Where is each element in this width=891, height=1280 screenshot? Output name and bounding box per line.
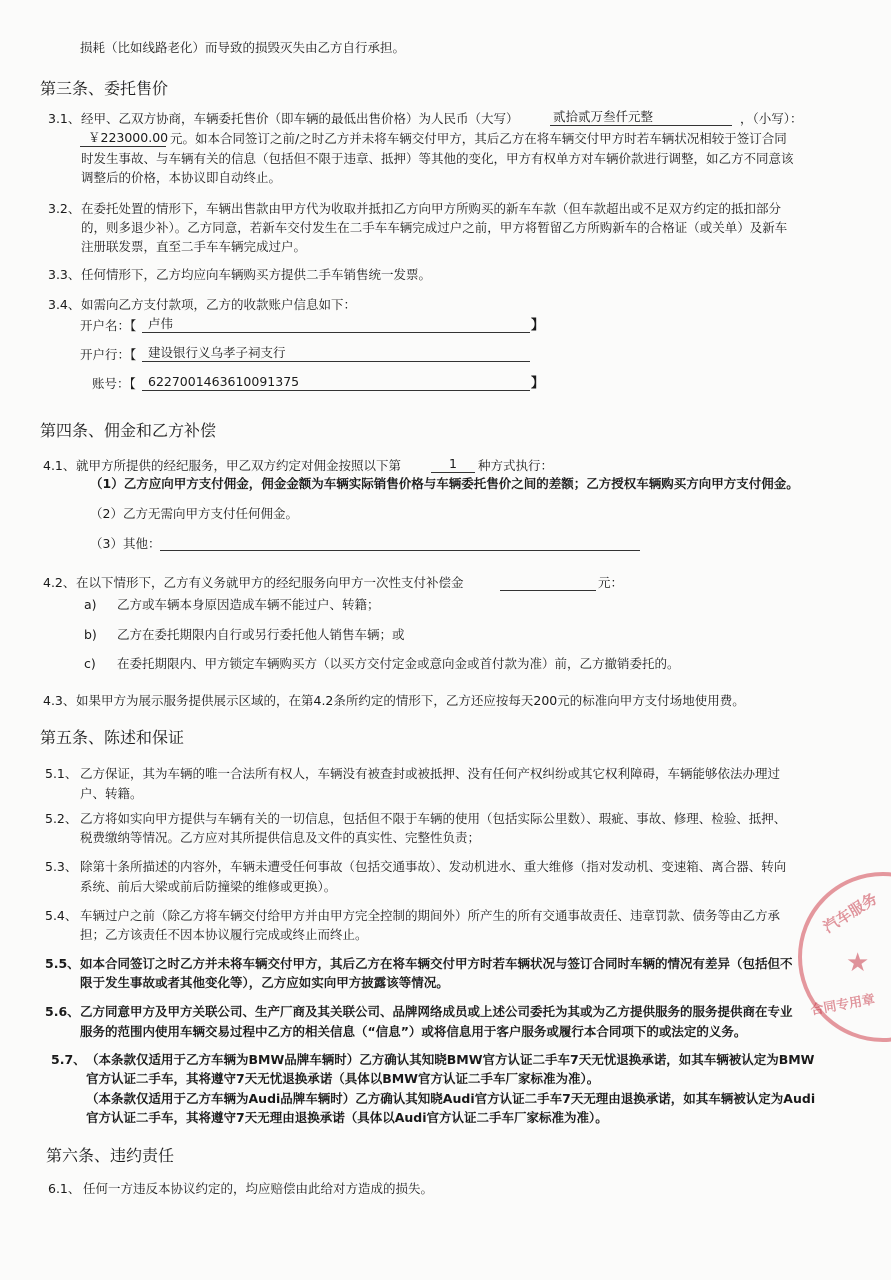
clause-5-6-line-2: 服务的范围内使用车辆交易过程中乙方的相关信息（“信息”）或将信息用于客户服务或履行本合同项下的或法定的义务。 (80, 1024, 747, 1039)
clause-4-3-text: 如果甲方为展示服务提供展示区域的，在第4.2条所约定的情形下，乙方还应按每天200元的标准向甲方支付场地使用费。 (76, 693, 745, 708)
clause-4-2-c-label: c) (84, 656, 96, 671)
section-4-title: 第四条、佣金和乙方补偿 (40, 421, 217, 440)
clause-5-3-line-2: 系统、前后大梁或前后防撞梁的维修或更换）。 (80, 879, 337, 894)
clause-5-4-line-1: 车辆过户之前（除乙方将车辆交付给甲方并由甲方完全控制的期间外）所产生的所有交通事故责任、违章罚款、债务等由乙方承 (80, 908, 781, 923)
clause-6-1-text: 任何一方违反本协议约定的，均应赔偿由此给对方造成的损失。 (83, 1181, 434, 1196)
clause-4-2-number: 4.2、 (43, 575, 76, 590)
clause-3-1-line-2: 元。如本合同签订之前/之时乙方并未将车辆交付甲方，其后乙方在将车辆交付甲方时若车辆状况相较于签订合同 (170, 131, 787, 146)
clause-5-5-number: 5.5、 (45, 956, 80, 971)
clause-4-2-a-text: 乙方或车辆本身原因造成车辆不能过户、转籍； (117, 597, 380, 612)
clause-5-7-line-4: 官方认证二手车，其将遵守7天无理由退换承诺（具体以Audi官方认证二手车厂家标准为准）。 (86, 1110, 608, 1125)
clause-3-3-text: 任何情形下，乙方均应向车辆购买方提供二手车销售统一发票。 (81, 267, 432, 282)
account-number-bracket-close: 】 (531, 376, 545, 391)
clause-5-1-line-1: 乙方保证，其为车辆的唯一合法所有权人，车辆没有被查封或被抵押、没有任何产权纠纷或其它权利障碍，车辆能够依法办理过 (80, 766, 781, 781)
clause-5-4-line-2: 担；乙方该责任不因本协议履行完成或终止而终止。 (80, 927, 368, 942)
clause-4-2-c-text: 在委托期限内、甲方锁定车辆购买方（以买方交付定金或意向金或首付款为准）前，乙方撤销委托的。 (117, 656, 680, 671)
account-bank-field: 建设银行义乌孝子祠支行 (142, 344, 530, 362)
section-5-title: 第五条、陈述和保证 (40, 728, 185, 747)
clause-3-4-text: 如需向乙方支付款项，乙方的收款账户信息如下： (81, 297, 357, 312)
account-number-label: 账号：【 (92, 376, 136, 391)
clause-5-2-line-2: 税费缴纳等情况。乙方应对其所提供信息及文件的真实性、完整性负责； (80, 830, 481, 845)
clause-3-4-number: 3.4、 (48, 297, 81, 312)
clause-4-1-text: 就甲方所提供的经纪服务，甲乙双方约定对佣金按照以下第 (76, 458, 402, 473)
commission-option-1: （1）乙方应向甲方支付佣金，佣金金额为车辆实际销售价格与车辆委托售价之间的差额；乙方授权车辆购买方向甲方支付佣金。 (90, 476, 799, 491)
price-in-figures-field: ￥223000.00 (80, 129, 166, 147)
clause-5-3-number: 5.3、 (45, 859, 78, 874)
clause-3-1-line-1: 经甲、乙双方协商，车辆委托售价（即车辆的最低出售价格）为人民币（大写） (81, 111, 519, 126)
price-in-words-field: 贰拾贰万叁仟元整 (550, 108, 732, 126)
section-3-title: 第三条、委托售价 (40, 79, 169, 98)
compensation-unit: 元： (598, 575, 624, 590)
clause-5-7-number: 5.7、 (51, 1052, 86, 1067)
clause-3-2-number: 3.2、 (48, 201, 81, 216)
clause-5-7-line-3: （本条款仅适用于乙方车辆为Audi品牌车辆时）乙方确认其知晓Audi官方认证二手车7天无理由退换承诺，如其车辆被认定为Audi (86, 1091, 816, 1106)
clause-5-4-number: 5.4、 (45, 908, 78, 923)
commission-method-field: 1 (431, 455, 475, 473)
clause-5-6-number: 5.6、 (45, 1004, 80, 1019)
account-name-label: 开户名：【 (80, 318, 137, 333)
clause-5-6-line-1: 乙方同意甲方及甲方关联公司、生产厂商及其关联公司、品牌网络成员或上述公司委托为其或为乙方提供服务的服务提供商在专业 (80, 1004, 793, 1019)
commission-option-2: （2）乙方无需向甲方支付任何佣金。 (90, 506, 298, 521)
clause-4-3-number: 4.3、 (43, 693, 76, 708)
other-option-blank (160, 550, 640, 551)
clause-4-2-a-label: a) (84, 597, 97, 612)
clause-5-2-number: 5.2、 (45, 811, 78, 826)
clause-5-7-line-2: 官方认证二手车，其将遵守7天无忧退换承诺（具体以BMW官方认证二手车厂家标准为准）。 (86, 1071, 600, 1086)
clause-5-2-line-1: 乙方将如实向甲方提供与车辆有关的一切信息，包括但不限于车辆的使用（包括实际公里数）、瑕疵、事故、修理、检验、抵押、 (80, 811, 787, 826)
compensation-amount-blank (500, 590, 596, 591)
clause-6-1-number: 6.1、 (48, 1181, 81, 1196)
clause-3-2-line-1: 在委托处置的情形下，车辆出售款由甲方代为收取并抵扣乙方向甲方所购买的新车车款（但车款超出或不足双方约定的抵扣部分 (81, 201, 782, 216)
clause-3-2-line-3: 注册联发票，直至二手车车辆完成过户。 (81, 239, 307, 254)
commission-option-3: （3）其他： (90, 536, 161, 551)
account-name-field: 卢伟 (142, 315, 530, 333)
clause-4-2-text: 在以下情形下，乙方有义务就甲方的经纪服务向甲方一次性支付补偿金 (76, 575, 464, 590)
clause-3-3-number: 3.3、 (48, 267, 81, 282)
continuation-line: 损耗（比如线路老化）而导致的损毁灭失由乙方自行承担。 (80, 40, 406, 55)
seal-text-bottom: 合同专用章 (809, 992, 877, 1019)
clause-4-1-number: 4.1、 (43, 458, 76, 473)
account-number-field: 6227001463610091375 (142, 373, 530, 391)
seal-text-top: 汽车服务 (820, 889, 881, 937)
clause-5-5-line-1: 如本合同签订之时乙方并未将车辆交付甲方，其后乙方在将车辆交付甲方时若车辆状况与签订合同时车辆的情况有差异（包括但不 (80, 956, 793, 971)
clause-3-2-line-2: 的，则多退少补）。乙方同意，若新车交付发生在二手车车辆完成过户之前，甲方将暂留乙方所购新车的合格证（或关单）及新车 (81, 220, 788, 235)
clause-5-1-number: 5.1、 (45, 766, 78, 781)
section-6-title: 第六条、违约责任 (46, 1146, 175, 1165)
company-seal (798, 872, 891, 1042)
clause-4-2-b-text: 乙方在委托期限内自行或另行委托他人销售车辆；或 (117, 627, 405, 642)
account-bank-label: 开户行：【 (80, 347, 137, 362)
clause-3-1-line-3: 时发生事故、与车辆有关的信息（包括但不限于违章、抵押）等其他的变化，甲方有权单方对车辆价款进行调整，如乙方不同意该 (81, 151, 794, 166)
clause-3-1-number: 3.1、 (48, 111, 81, 126)
price-lower-label: ，（小写）： (740, 111, 803, 126)
clause-5-1-line-2: 户、转籍。 (80, 786, 143, 801)
clause-5-5-line-2: 限于发生事故或者其他变化等），乙方应如实向甲方披露该等情况。 (80, 975, 449, 990)
clause-5-7-line-1: （本条款仅适用于乙方车辆为BMW品牌车辆时）乙方确认其知晓BMW官方认证二手车7天无忧退换承诺，如其车辆被认定为BMW (86, 1052, 815, 1067)
account-name-bracket-close: 】 (531, 318, 545, 333)
clause-4-2-b-label: b) (84, 627, 97, 642)
clause-5-3-line-1: 除第十条所描述的内容外，车辆未遭受任何事故（包括交通事故）、发动机进水、重大维修（指对发动机、变速箱、离合器、转向 (80, 859, 787, 874)
clause-4-1-text-end: 种方式执行： (478, 458, 554, 473)
clause-3-1-line-4: 调整后的价格，本协议即自动终止。 (81, 170, 282, 185)
seal-star-icon: ★ (846, 948, 870, 978)
